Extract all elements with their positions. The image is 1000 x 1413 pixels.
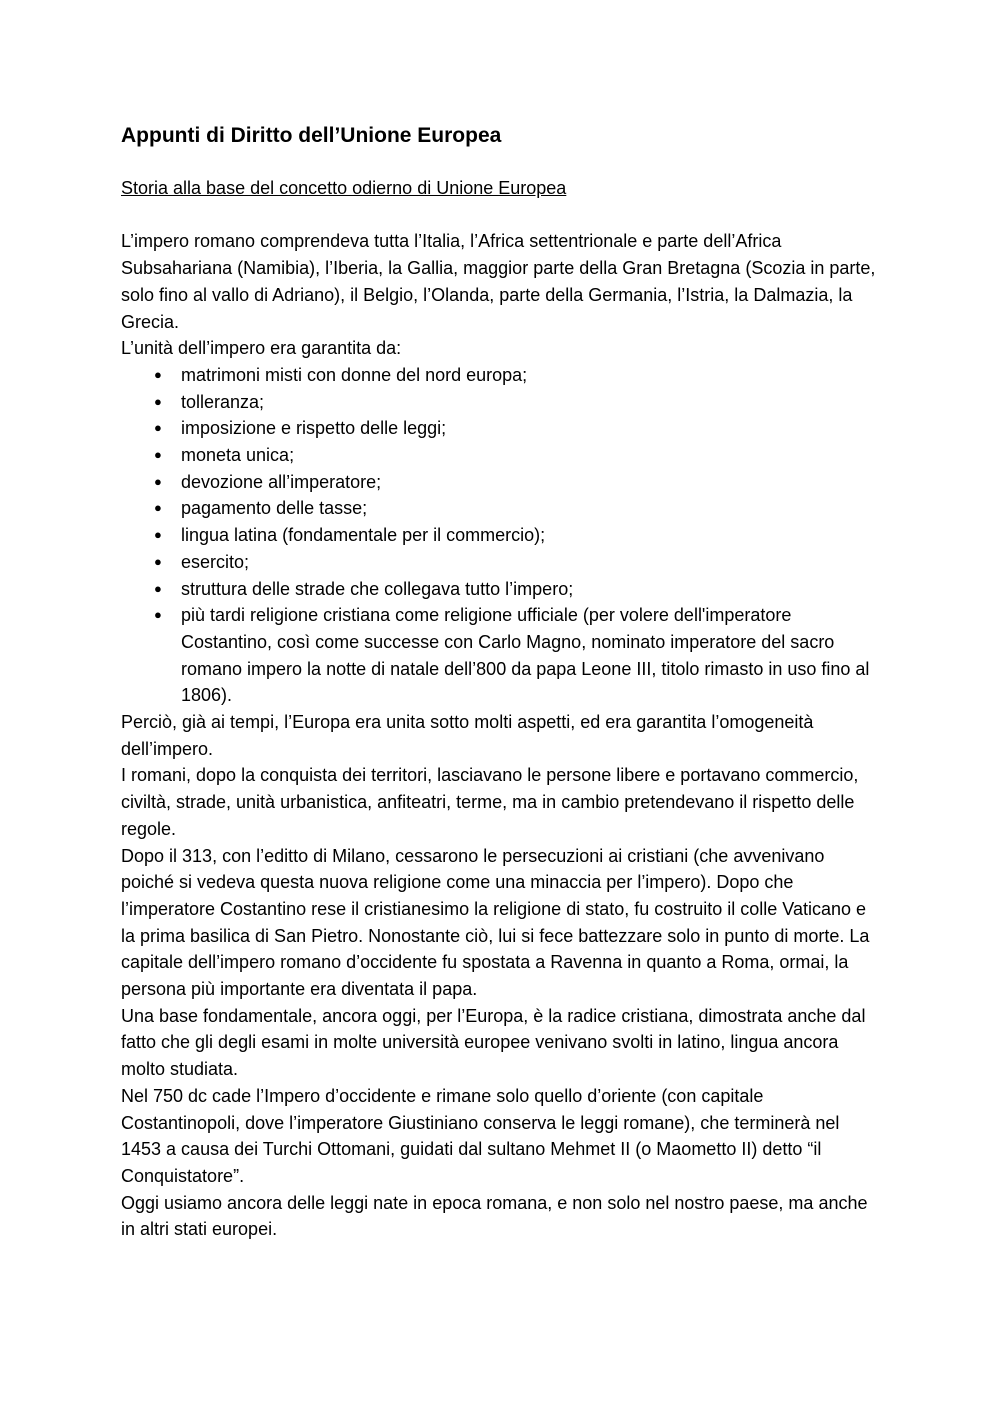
section-heading: Storia alla base del concetto odierno di Unione Europea xyxy=(121,178,567,198)
document-page xyxy=(121,121,881,1243)
list-item: ● lingua latina (fondamentale per il commercio); xyxy=(181,522,881,549)
paragraph-unity-intro: L’unità dell’impero era garantita da: xyxy=(121,338,402,359)
list-item: ● più tardi religione cristiana come religione ufficiale (per volere dell'imperatore Costantino, così come successe con Carlo Magno, nominato imperatore del sacro romano impero la notte di natale dell’800 da papa Leone III, titolo rimasto in uso fino al 1806). xyxy=(181,602,881,709)
paragraph: Oggi usiamo ancora delle leggi nate in epoca romana, e non solo nel nostro paese, ma anche in altri stati europei. xyxy=(121,1192,868,1240)
paragraph: Perciò, già ai tempi, l’Europa era unita sotto molti aspetti, ed era garantita l’omogeneità dell’impero. xyxy=(121,712,814,759)
document-body xyxy=(121,228,881,1243)
list-item: ● tolleranza; xyxy=(181,389,881,416)
paragraph-empire-territories: L’impero romano comprendeva tutta l’Italia, l’Africa settentrionale e parte dell’Africa Subsahariana (Namibia), l’Iberia, la Gallia, maggior parte della Gran Bretagna (Scozia in parte, solo fino al vallo di Adriano), il Belgio, l’Olanda, parte della Germania, l’Istria, la Dalmazia, la Grecia. xyxy=(121,231,876,332)
list-item: ● pagamento delle tasse; xyxy=(181,495,881,522)
list-item: ● imposizione e rispetto delle leggi; xyxy=(181,415,881,442)
paragraph: Dopo il 313, con l’editto di Milano, cessarono le persecuzioni ai cristiani (che avvenivano poiché si vedeva questa nuova religione come una minaccia per l’impero). Dopo che l’imperatore Costantino rese il cristianesimo la religione di stato, fu costruito il colle Vaticano e la prima basilica di San Pietro. Nonostante ciò, lui si fece battezzare solo in punto di morte. La capitale dell’impero romano d’occidente fu spostata a Ravenna in quanto a Roma, ormai, la persona più importante era diventata il papa. xyxy=(121,845,870,1000)
paragraph: Nel 750 dc cade l’Impero d’occidente e rimane solo quello d’oriente (con capitale Costantinopoli, dove l’imperatore Giustiniano conserva le leggi romane), che terminerà nel 1453 a causa dei Turchi Ottomani, guidati dal sultano Mehmet II (o Maometto II) detto “il Conquistatore”. xyxy=(121,1085,840,1186)
document-title: Appunti di Diritto dell’Unione Europea xyxy=(121,124,502,147)
unity-factors-list xyxy=(121,362,881,709)
list-item: ● devozione all’imperatore; xyxy=(181,469,881,496)
list-item: ● moneta unica; xyxy=(181,442,881,469)
list-item: ● esercito; xyxy=(181,549,881,576)
list-item: ● struttura delle strade che collegava tutto l’impero; xyxy=(181,576,881,603)
paragraph: I romani, dopo la conquista dei territori, lasciavano le persone libere e portavano commercio, civiltà, strade, unità urbanistica, anfiteatri, terme, ma in cambio pretendevano il rispetto delle regole. xyxy=(121,765,859,839)
list-item: ● matrimoni misti con donne del nord europa; xyxy=(181,362,881,389)
paragraph: Una base fondamentale, ancora oggi, per l’Europa, è la radice cristiana, dimostrata anche dal fatto che gli degli esami in molte università europee venivano svolti in latino, lingua ancora molto studiata. xyxy=(121,1005,866,1080)
